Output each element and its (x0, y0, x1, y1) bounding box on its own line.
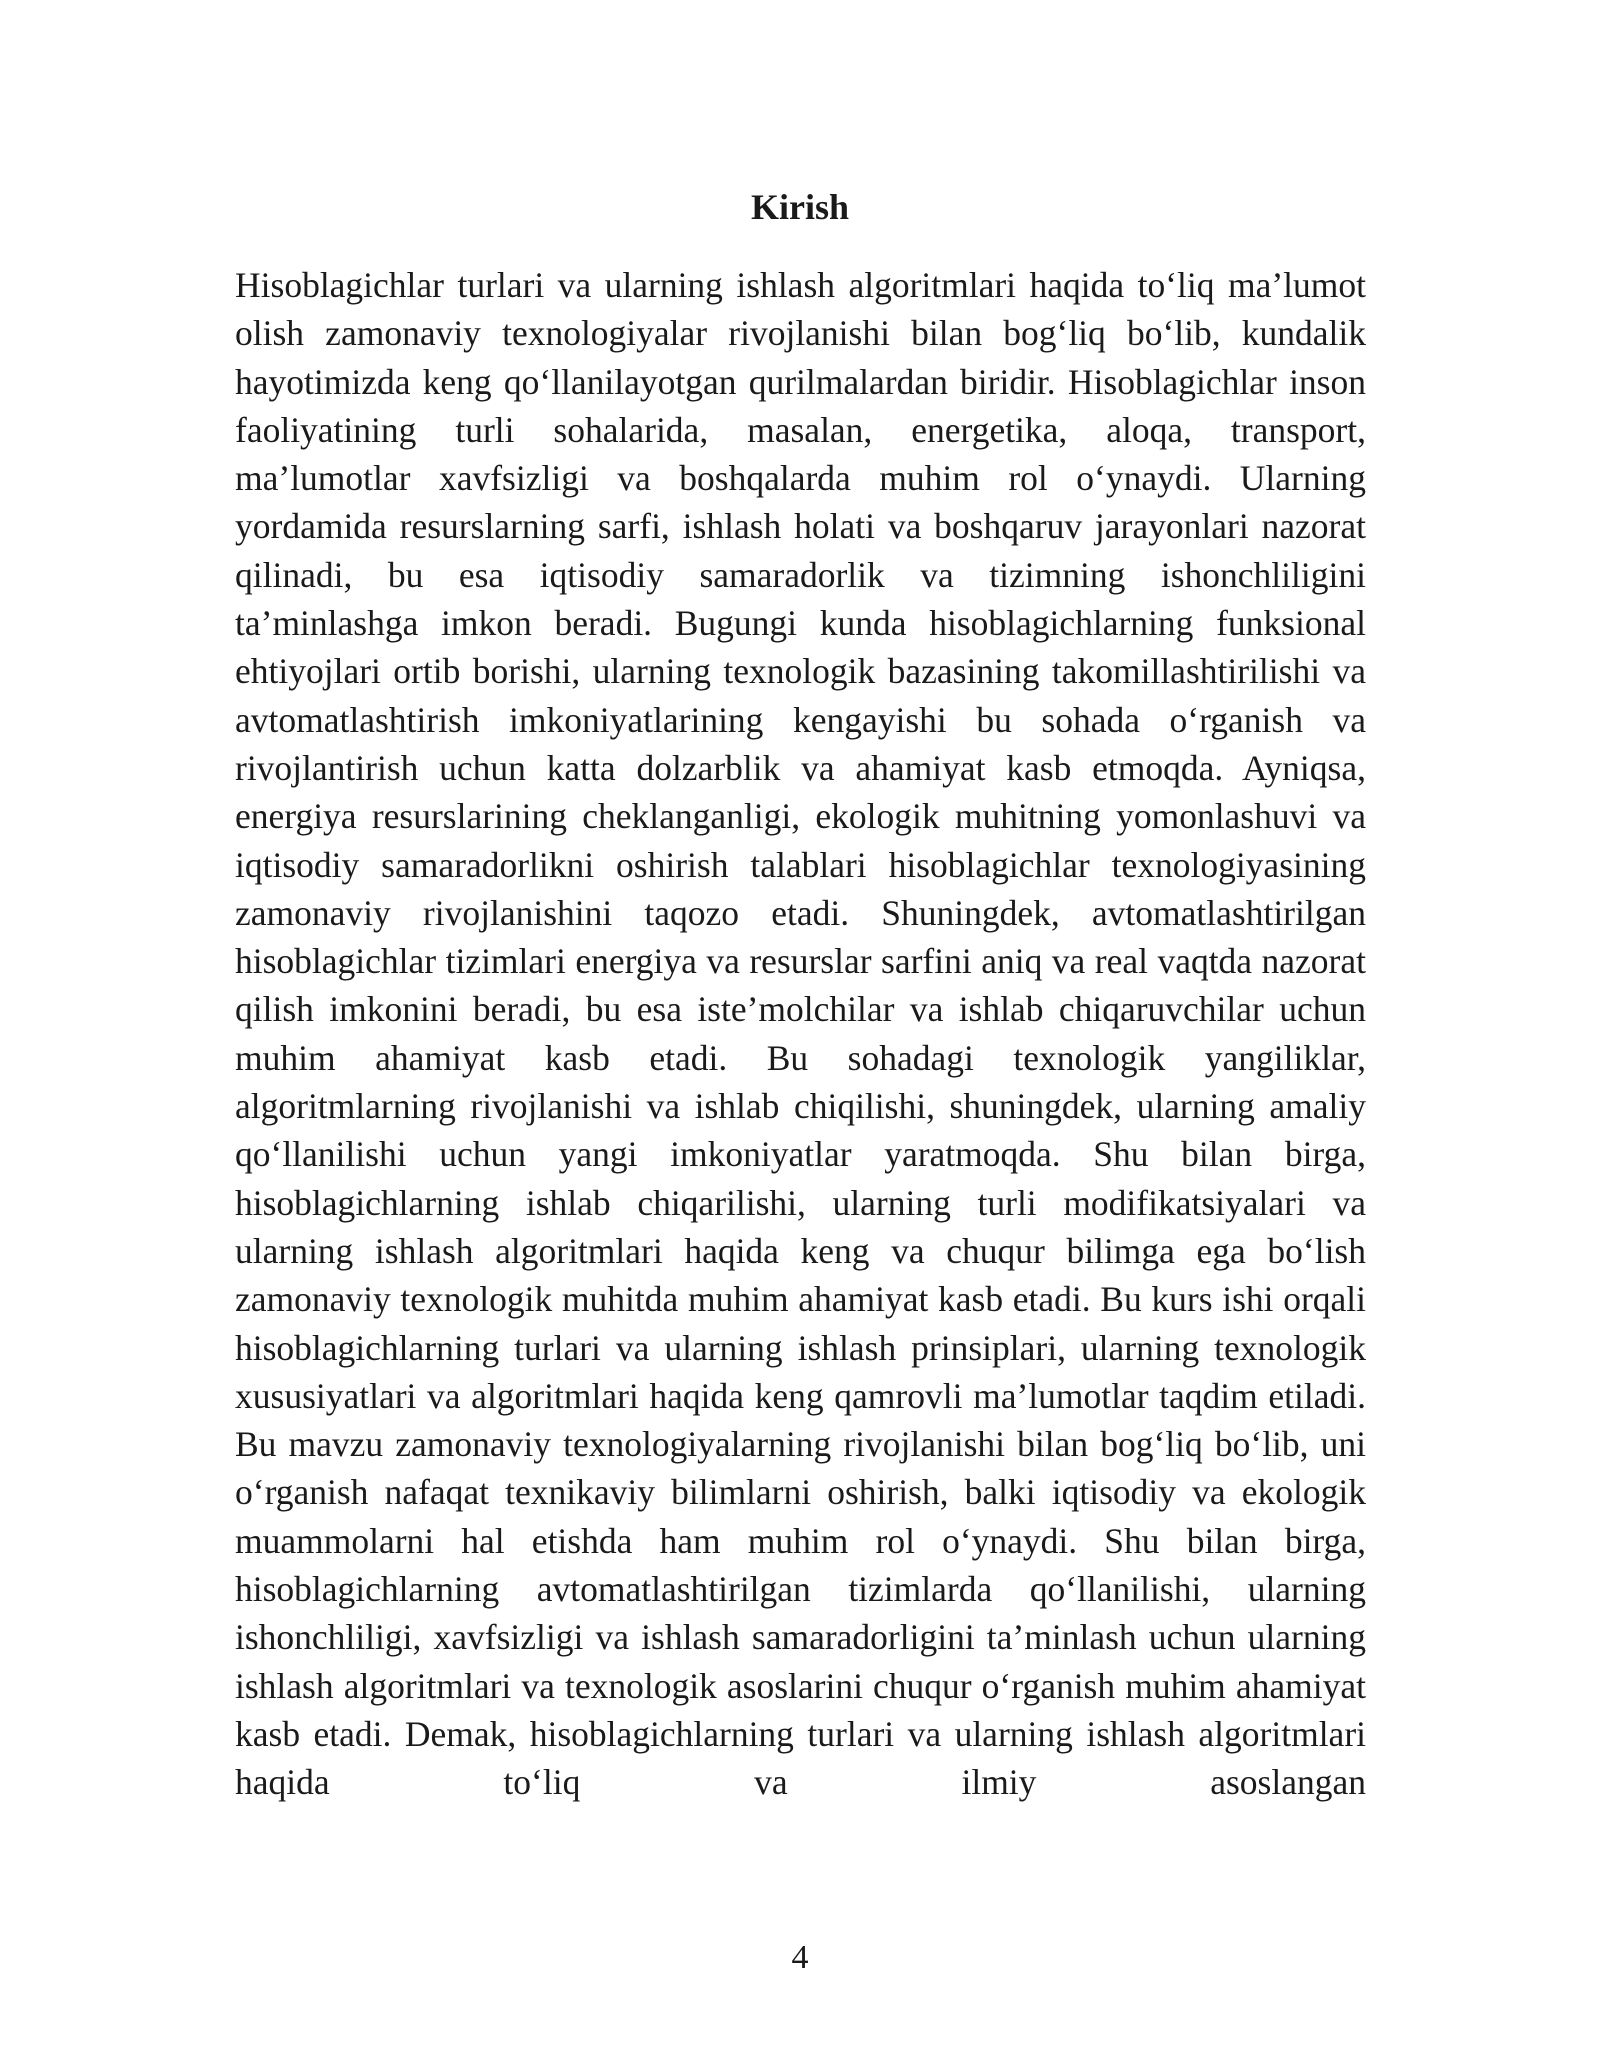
page-number: 4 (791, 1939, 809, 1976)
section-heading: Kirish (750, 187, 849, 227)
body-paragraph: Hisoblagichlar turlari va ularning ishlash algoritmlari haqida to‘liq ma’lumot olish zamonaviy texnologiyalar rivojlanishi bilan bog‘liq bo‘lib, kundalik hayotimizda keng qo‘llanilayotgan qurilmalardan biridir. Hisoblagichlar inson faoliyatining turli sohalarida, masalan, energetika, aloqa, transport, ma’lumotlar xavfsizligi va boshqalarda muhim rol o‘ynaydi. Ularning yordamida resurslarning sarfi, ishlash holati va boshqaruv jarayonlari nazorat qilinadi, bu esa iqtisodiy samaradorlik va tizimning ishonchliligini ta’minlashga imkon beradi. Bugungi kunda hisoblagichlarning funksional ehtiyojlari ortib borishi, ularning texnologik bazasining takomillashtirilishi va avtomatlashtirish imkoniyatlarining kengayishi bu sohada o‘rganish va rivojlantirish uchun katta dolzarblik va ahamiyat kasb etmoqda. Ayniqsa, energiya resurslarining cheklanganligi, ekologik muhitning yomonlashuvi va iqtisodiy samaradorlikni oshirish talablari hisoblagichlar texnologiyasining zamonaviy rivojlanishini taqozo etadi. Shuningdek, avtomatlashtirilgan hisoblagichlar tizimlari energiya va resurslar sarfini aniq va real vaqtda nazorat qilish imkonini beradi, bu esa iste’molchilar va ishlab chiqaruvchilar uchun muhim ahamiyat kasb etadi. Bu sohadagi texnologik yangiliklar, algoritmlarning rivojlanishi va ishlab chiqilishi, shuningdek, ularning amaliy qo‘llanilishi uchun yangi imkoniyatlar yaratmoqda. Shu bilan birga, hisoblagichlarning ishlab chiqarilishi, ularning turli modifikatsiyalari va ularning ishlash algoritmlari haqida keng va chuqur bilimga ega bo‘lish zamonaviy texnologik muhitda muhim ahamiyat kasb etadi. Bu kurs ishi orqali hisoblagichlarning turlari va ularning ishlash prinsiplari, ularning texnologik xususiyatlari va algoritmlari haqida keng qamrovli ma’lumotlar taqdim etiladi. Bu mavzu zamonaviy texnologiyalarning rivojlanishi bilan bog‘liq bo‘lib, uni o‘rganish nafaqat texnikaviy bilimlarni oshirish, balki iqtisodiy va ekologik muammolarni hal etishda ham muhim rol o‘ynaydi. Shu bilan birga, hisoblagichlarning avtomatlashtirilgan tizimlarda qo‘llanilishi, ularning ishonchliligi, xavfsizligi va ishlash samaradorligini ta’minlash uchun ularning ishlash algoritmlari va texnologik asoslarini chuqur o‘rganish muhim ahamiyat kasb etadi. Demak, hisoblagichlarning turlari va ularning ishlash algoritmlari haqida to‘liq va ilmiy asoslangan (235, 265, 1366, 1803)
